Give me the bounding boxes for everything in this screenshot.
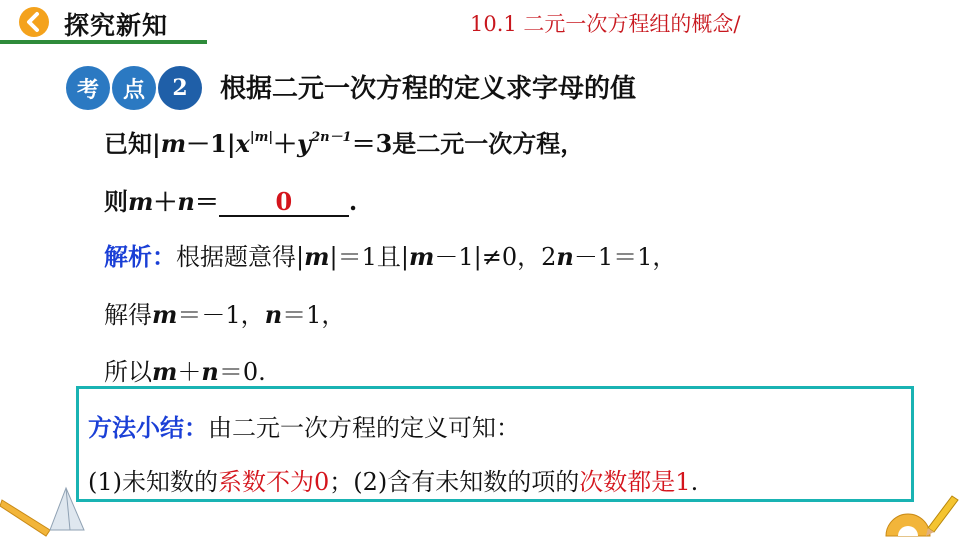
kp-badge-dian: 点: [112, 66, 156, 110]
kp-title: 根据二元一次方程的定义求字母的值: [220, 74, 637, 104]
back-icon[interactable]: [18, 6, 50, 38]
problem-line-2: 则m＋n＝ 0 .: [104, 187, 358, 216]
summary-label: 方法小结：: [88, 413, 208, 442]
solution-line-1: 解析：根据题意得|m|＝1且|m－1|≠0，2n－1＝1，: [104, 242, 677, 271]
problem-line-1: 已知$|m-1|x^{|m|}+y^{2n-1}=3$是二元一次方程，: [104, 129, 585, 158]
solution-line-2: 解得m＝－1，n＝1，: [104, 300, 346, 329]
solution-label: 解析：: [104, 242, 176, 271]
kp-badge-kao: 考: [66, 66, 110, 110]
solution-line-3: 所以m＋n＝0.: [104, 357, 266, 386]
answer-blank: 0: [219, 189, 349, 217]
ruler-pyramid-icon: [0, 480, 90, 538]
protractor-pencil-icon: [880, 488, 960, 538]
section-title: 探究新知: [64, 11, 169, 40]
kp-badge-number: 2: [158, 66, 202, 110]
summary-line-1: 方法小结：由二元一次方程的定义可知：: [88, 413, 520, 442]
summary-line-2: (1)未知数的系数不为0；(2)含有未知数的项的次数都是1.: [88, 468, 699, 496]
header-underline: [0, 40, 207, 44]
lesson-title: 10.1 二元一次方程组的概念/: [470, 12, 741, 36]
